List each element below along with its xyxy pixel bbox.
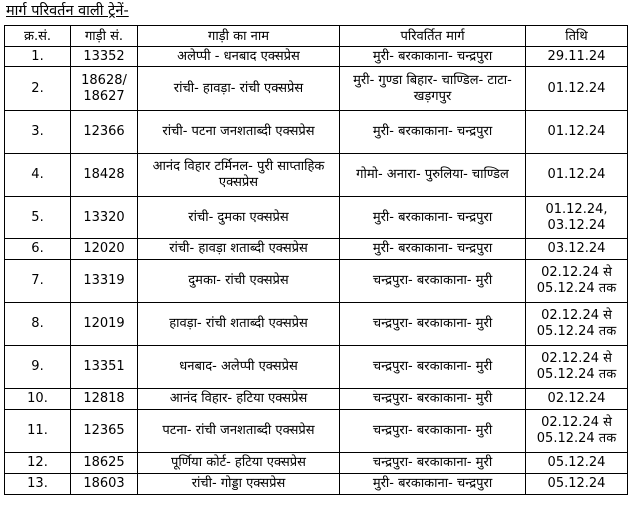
table-row: [5, 47, 628, 67]
train-number-cell: 12366: [71, 111, 138, 154]
diverted-trains-table: [4, 25, 628, 495]
route-cell: मुरी- बरकाकाना- चन्द्रपुरा: [340, 474, 526, 495]
serial-number-cell: 12.: [5, 453, 71, 474]
date-cell: 01.12.24: [526, 67, 628, 111]
route-cell: चन्द्रपुरा- बरकाकाना- मुरी: [340, 303, 526, 346]
train-number-cell: 12365: [71, 410, 138, 453]
header-train-number: गाड़ी सं.: [71, 26, 138, 47]
table-row: [5, 410, 628, 453]
date-cell: 05.12.24: [526, 453, 628, 474]
route-cell: चन्द्रपुरा- बरकाकाना- मुरी: [340, 346, 526, 389]
date-cell: 01.12.24, 03.12.24: [526, 197, 628, 239]
table-row: [5, 453, 628, 474]
date-cell: 01.12.24: [526, 154, 628, 197]
serial-number-cell: 1.: [5, 47, 71, 67]
serial-number-cell: 10.: [5, 389, 71, 410]
table-header-row: [5, 26, 628, 47]
serial-number-cell: 9.: [5, 346, 71, 389]
header-serial-number: क्र.सं.: [5, 26, 71, 47]
train-number-cell: 13319: [71, 260, 138, 303]
route-cell: मुरी- बरकाकाना- चन्द्रपुरा: [340, 111, 526, 154]
train-number-cell: 12818: [71, 389, 138, 410]
train-number-cell: 13351: [71, 346, 138, 389]
serial-number-cell: 5.: [5, 197, 71, 239]
route-cell: मुरी- बरकाकाना- चन्द्रपुरा: [340, 47, 526, 67]
train-name-cell: पटना- रांची जनशताब्दी एक्सप्रेस: [138, 410, 340, 453]
route-cell: मुरी- बरकाकाना- चन्द्रपुरा: [340, 239, 526, 260]
train-name-cell: हावड़ा- रांची शताब्दी एक्सप्रेस: [138, 303, 340, 346]
date-cell: 02.12.24 से 05.12.24 तक: [526, 260, 628, 303]
train-name-cell: रांची- दुमका एक्सप्रेस: [138, 197, 340, 239]
train-name-cell: दुमका- रांची एक्सप्रेस: [138, 260, 340, 303]
header-train-name: गाड़ी का नाम: [138, 26, 340, 47]
date-cell: 02.12.24 से 05.12.24 तक: [526, 410, 628, 453]
table-row: [5, 154, 628, 197]
train-number-cell: 13320: [71, 197, 138, 239]
table-row: [5, 67, 628, 111]
header-date: तिथि: [526, 26, 628, 47]
serial-number-cell: 3.: [5, 111, 71, 154]
date-cell: 05.12.24: [526, 474, 628, 495]
serial-number-cell: 8.: [5, 303, 71, 346]
serial-number-cell: 2.: [5, 67, 71, 111]
header-diverted-route: परिवर्तित मार्ग: [340, 26, 526, 47]
route-cell: गोमो- अनारा- पुरुलिया- चाण्डिल: [340, 154, 526, 197]
table-row: [5, 239, 628, 260]
train-number-cell: 18428: [71, 154, 138, 197]
date-cell: 01.12.24: [526, 111, 628, 154]
route-cell: चन्द्रपुरा- बरकाकाना- मुरी: [340, 389, 526, 410]
table-row: [5, 111, 628, 154]
train-number-cell: 13352: [71, 47, 138, 67]
table-row: [5, 346, 628, 389]
table-row: [5, 197, 628, 239]
serial-number-cell: 6.: [5, 239, 71, 260]
train-name-cell: धनबाद- अलेप्पी एक्सप्रेस: [138, 346, 340, 389]
route-cell: चन्द्रपुरा- बरकाकाना- मुरी: [340, 453, 526, 474]
train-name-cell: रांची- हावड़ा शताब्दी एक्सप्रेस: [138, 239, 340, 260]
train-name-cell: आनंद विहार टर्मिनल- पुरी साप्ताहिक एक्सप्रेस: [138, 154, 340, 197]
train-name-cell: रांची- हावड़ा- रांची एक्सप्रेस: [138, 67, 340, 111]
train-number-cell: 18628/ 18627: [71, 67, 138, 111]
train-name-cell: पूर्णिया कोर्ट- हटिया एक्सप्रेस: [138, 453, 340, 474]
serial-number-cell: 13.: [5, 474, 71, 495]
table-row: [5, 260, 628, 303]
train-number-cell: 18625: [71, 453, 138, 474]
train-number-cell: 12020: [71, 239, 138, 260]
date-cell: 02.12.24: [526, 389, 628, 410]
route-cell: चन्द्रपुरा- बरकाकाना- मुरी: [340, 260, 526, 303]
train-name-cell: रांची- पटना जनशताब्दी एक्सप्रेस: [138, 111, 340, 154]
serial-number-cell: 4.: [5, 154, 71, 197]
train-name-cell: रांची- गोड्डा एक्सप्रेस: [138, 474, 340, 495]
train-number-cell: 12019: [71, 303, 138, 346]
date-cell: 03.12.24: [526, 239, 628, 260]
date-cell: 02.12.24 से 05.12.24 तक: [526, 346, 628, 389]
date-cell: 02.12.24 से 05.12.24 तक: [526, 303, 628, 346]
page-title: मार्ग परिवर्तन वाली ट्रेनें-: [6, 3, 129, 19]
route-cell: चन्द्रपुरा- बरकाकाना- मुरी: [340, 410, 526, 453]
route-cell: मुरी- गुण्डा बिहार- चाण्डिल- टाटा- खड़गपुर: [340, 67, 526, 111]
train-number-cell: 18603: [71, 474, 138, 495]
train-name-cell: आनंद विहार- हटिया एक्सप्रेस: [138, 389, 340, 410]
date-cell: 29.11.24: [526, 47, 628, 67]
serial-number-cell: 11.: [5, 410, 71, 453]
table-row: [5, 389, 628, 410]
route-cell: मुरी- बरकाकाना- चन्द्रपुरा: [340, 197, 526, 239]
serial-number-cell: 7.: [5, 260, 71, 303]
train-name-cell: अलेप्पी - धनबाद एक्सप्रेस: [138, 47, 340, 67]
table-row: [5, 474, 628, 495]
table-row: [5, 303, 628, 346]
